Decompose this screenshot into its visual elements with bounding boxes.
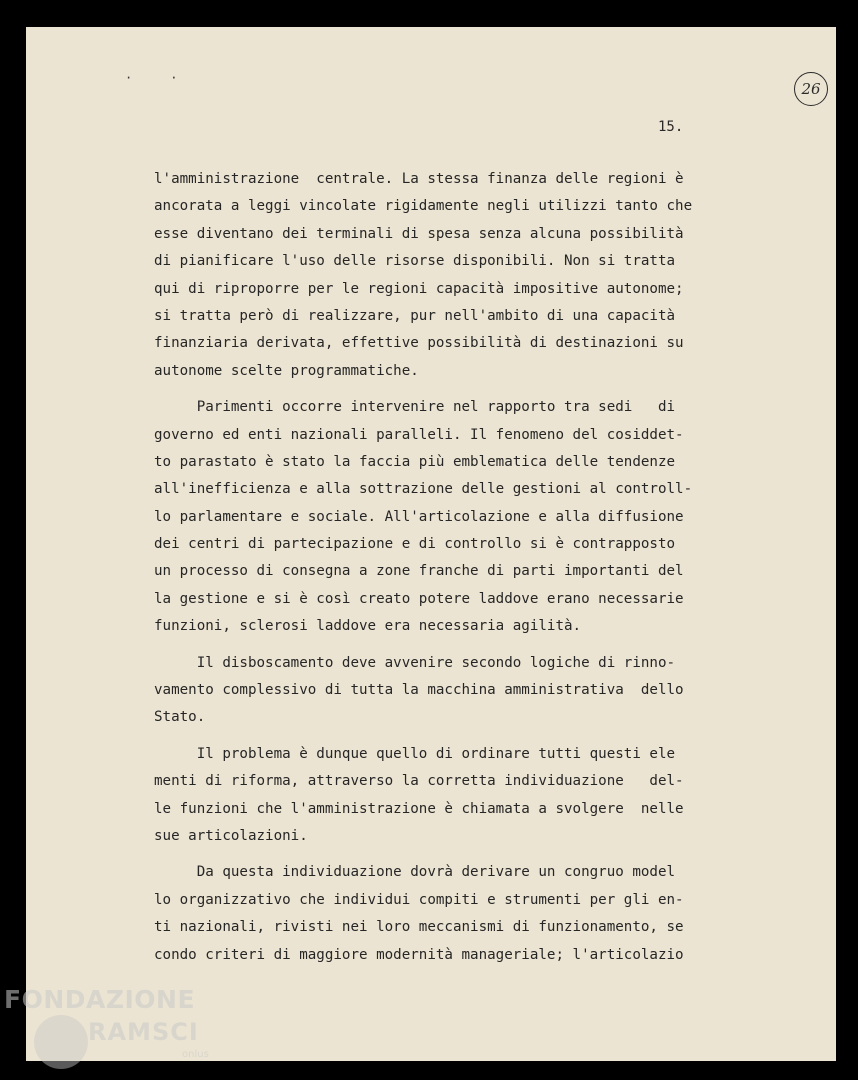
- paragraph-gap: [154, 385, 754, 394]
- text-line: finanziaria derivata, effettive possibilità di destinazioni su: [154, 335, 684, 352]
- body-text: [154, 166, 754, 969]
- paragraph-gap: [154, 732, 754, 741]
- paragraph: [154, 166, 754, 385]
- text-line: all'inefficienza e alla sottrazione delle gestioni al controll-: [154, 481, 693, 498]
- text-line: Il problema è dunque quello di ordinare tutti questi ele: [154, 745, 676, 762]
- text-line: condo criteri di maggiore modernità manageriale; l'articolazio: [154, 946, 684, 963]
- text-line: lo parlamentare e sociale. All'articolazione e alla diffusione: [154, 508, 684, 525]
- text-line: Il disboscamento deve avvenire secondo logiche di rinno-: [154, 654, 676, 671]
- page-number: 15.: [658, 119, 684, 135]
- text-line: menti di riforma, attraverso la corretta individuazione del-: [154, 773, 684, 790]
- watermark-line1: FONDAZIONE: [4, 985, 196, 1014]
- text-line: funzioni, sclerosi laddove era necessaria agilità.: [154, 618, 582, 635]
- text-line: vamento complessivo di tutta la macchina amministrativa dello: [154, 682, 684, 699]
- text-line: ancorata a leggi vincolate rigidamente negli utilizzi tanto che: [154, 198, 693, 215]
- text-line: qui di riproporre per le regioni capacità impositive autonome;: [154, 280, 684, 297]
- text-line: un processo di consegna a zone franche di parti importanti del: [154, 563, 684, 580]
- text-line: si tratta però di realizzare, pur nell'ambito di una capacità: [154, 307, 676, 324]
- text-line: sue articolazioni.: [154, 827, 308, 844]
- watermark-suffix: onlus: [182, 1049, 209, 1060]
- text-line: Parimenti occorre intervenire nel rapporto tra sedi di: [154, 399, 676, 416]
- text-line: Stato.: [154, 709, 206, 726]
- paragraph-gap: [154, 850, 754, 859]
- text-line: la gestione e si è così creato potere laddove erano necessarie: [154, 590, 684, 607]
- document-page: [26, 27, 836, 1061]
- text-line: le funzioni che l'amministrazione è chiamata a svolgere nelle: [154, 800, 684, 817]
- text-line: l'amministrazione centrale. La stessa finanza delle regioni è: [154, 171, 684, 187]
- text-line: autonome scelte programmatiche.: [154, 362, 419, 379]
- text-line: esse diventano dei terminali di spesa senza alcuna possibilità: [154, 225, 684, 242]
- paper-specks: ··: [125, 71, 216, 85]
- paragraph: [154, 859, 754, 969]
- paragraph: [154, 394, 754, 641]
- watermark-g-logo: [34, 1015, 88, 1069]
- archive-number-stamp: 26: [794, 72, 828, 106]
- text-line: di pianificare l'uso delle risorse disponibili. Non si tratta: [154, 253, 676, 270]
- text-line: to parastato è stato la faccia più emblematica delle tendenze: [154, 453, 676, 470]
- text-line: ti nazionali, rivisti nei loro meccanismi di funzionamento, se: [154, 919, 684, 936]
- paragraph: [154, 650, 754, 732]
- text-line: Da questa individuazione dovrà derivare un congruo model: [154, 864, 676, 881]
- watermark-line2: RAMSCI: [88, 1018, 199, 1046]
- paragraph: [154, 741, 754, 851]
- fondazione-gramsci-watermark: [4, 985, 219, 1080]
- text-line: governo ed enti nazionali paralleli. Il fenomeno del cosiddet-: [154, 426, 684, 443]
- paragraph-gap: [154, 641, 754, 650]
- text-line: dei centri di partecipazione e di controllo si è contrapposto: [154, 536, 676, 553]
- text-line: lo organizzativo che individui compiti e strumenti per gli en-: [154, 891, 684, 908]
